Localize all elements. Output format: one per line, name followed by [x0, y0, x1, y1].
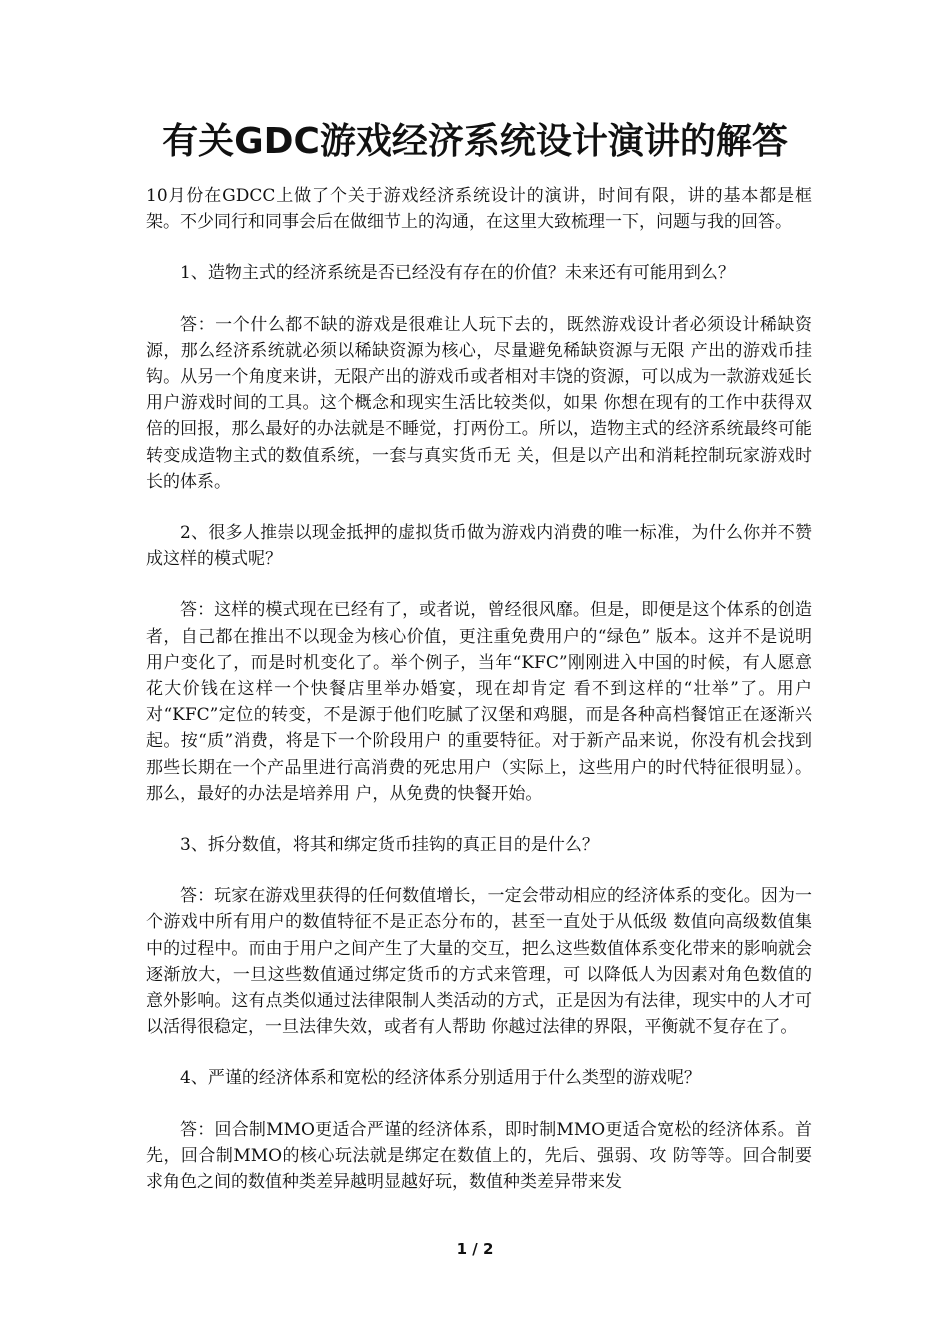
question-1: 1、造物主式的经济系统是否已经没有存在的价值？未来还有可能用到么？ — [180, 263, 735, 284]
document-body — [146, 183, 812, 1220]
answer-4: 答：回合制MMO更适合严谨的经济体系，即时制MMO更适合宽松的经济体系。首先，回合制MMO的核心玩法就是绑定在数值上的，先后、强弱、攻 防等等。回合制要求角色之间的数值种类差异越明显越好玩，数值种类差异带来发 — [146, 1119, 812, 1193]
answer-3: 答：玩家在游戏里获得的任何数值增长，一定会带动相应的经济体系的变化。因为一个游戏中所有用户的数值特征不是正态分布的，甚至一直处于从低级 数值向高级数值集中的过程中。而由于用户之间产生了大量的交互，把么这些数值体系变化带来的影响就会逐渐放大，一旦这些数值通过绑定货币的方式来管理，可 以降低人为因素对角色数值的意外影响。这有点类似通过法律限制人类活动的方式，正是因为有法律，现实中的人才可以活得很稳定，一旦法律失效，或者有人帮助 你越过法律的界限，平衡就不复存在了。 — [146, 886, 812, 1038]
answer-2: 答：这样的模式现在已经有了，或者说，曾经很风靡。但是，即便是这个体系的创造者，自己都在推出不以现金为核心价值，更注重免费用户的“绿色” 版本。这并不是说明用户变化了，而是时机变化了。举个例子，当年“KFC”刚刚进入中国的时候，有人愿意花大价钱在这样一个快餐店里举办婚宴，现在却肯定 看不到这样的“壮举”了。用户对“KFC”定位的转变，不是源于他们吃腻了汉堡和鸡腿，而是各种高档餐馆正在逐渐兴起。按“质”消费，将是下一个阶段用户 的重要特征。对于新产品来说，你没有机会找到那些长期在一个产品里进行高消费的死忠用户（实际上，这些用户的时代特征很明显）。那么，最好的办法是培养用 户，从免费的快餐开始。 — [146, 600, 812, 804]
question-3: 3、拆分数值，将其和绑定货币挂钩的真正目的是什么？ — [180, 835, 599, 856]
paragraph-intro: 10月份在GDCC上做了个关于游戏经济系统设计的演讲，时间有限，讲的基本都是框架。不少同行和同事会后在做细节上的沟通，在这里大致梳理一下，问题与我的回答。 — [146, 186, 812, 233]
page-title: 有关GDC游戏经济系统设计演讲的解答 — [162, 121, 788, 162]
question-2: 2、很多人推崇以现金抵押的虚拟货币做为游戏内消费的唯一标准，为什么你并不赞成这样的模式呢？ — [146, 523, 812, 570]
answer-1: 答：一个什么都不缺的游戏是很难让人玩下去的，既然游戏设计者必须设计稀缺资源，那么经济系统就必须以稀缺资源为核心，尽量避免稀缺资源与无限 产出的游戏币挂钩。从另一个角度来讲，无限产出的游戏币或者相对丰饶的资源，可以成为一款游戏延长用户游戏时间的工具。这个概念和现实生活比较类似，如果 你想在现有的工作中获得双倍的回报，那么最好的办法就是不睡觉，打两份工。所以，造物主式的经济系统最终可能转变成造物主式的数值系统，一套与真实货币无 关，但是以产出和消耗控制玩家游戏时长的体系。 — [146, 314, 812, 492]
question-4: 4、严谨的经济体系和宽松的经济体系分别适用于什么类型的游戏呢？ — [180, 1068, 701, 1089]
page-number: 1 / 2 — [456, 1240, 494, 1258]
